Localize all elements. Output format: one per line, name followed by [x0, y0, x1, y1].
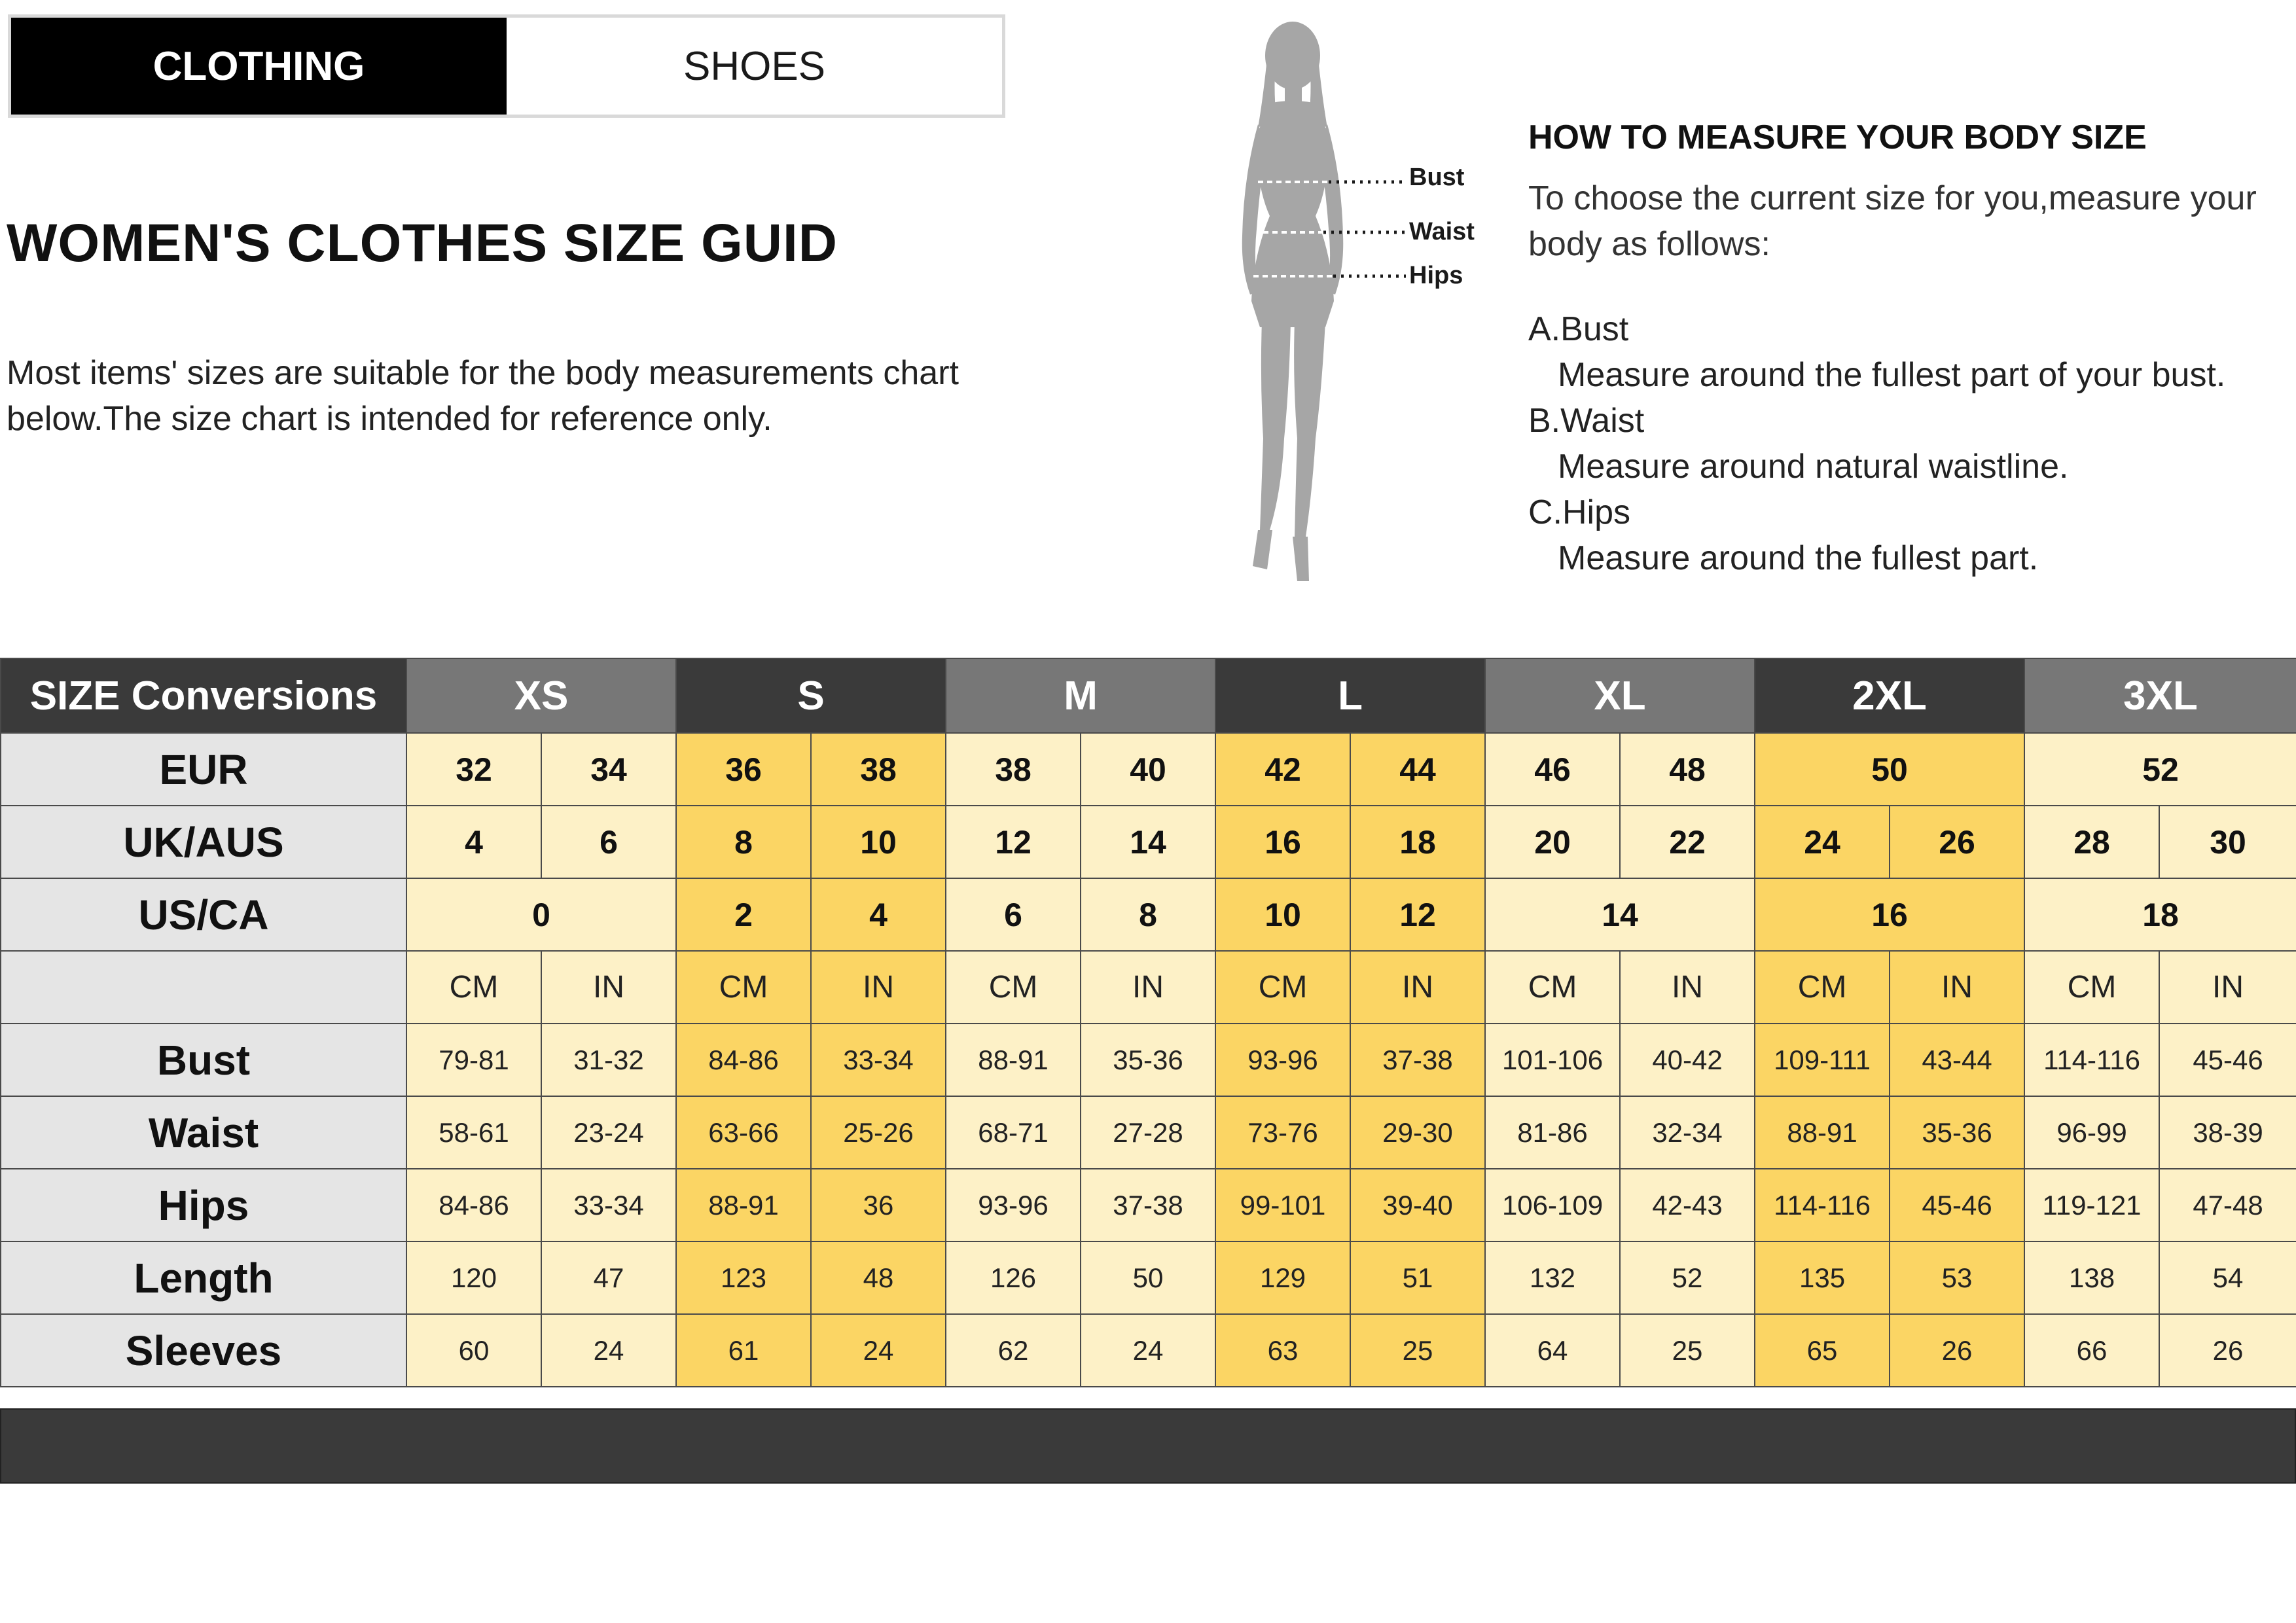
table-cell: 33-34: [811, 1024, 946, 1096]
table-cell: 37-38: [1350, 1024, 1485, 1096]
size-conversion-table: [0, 658, 2296, 1387]
table-cell: 46: [1485, 733, 1620, 806]
measure-waist-desc: Measure around natural waistline.: [1558, 448, 2069, 486]
table-cell: 27-28: [1081, 1096, 1215, 1169]
table-cell: 18: [2024, 878, 2296, 951]
table-cell: 54: [2159, 1241, 2296, 1314]
table-cell: 66: [2024, 1314, 2159, 1387]
unit-cm: CM: [946, 951, 1081, 1024]
table-cell: 61: [676, 1314, 811, 1387]
row-label-bust: Bust: [1, 1024, 406, 1096]
table-cell: 12: [1350, 878, 1485, 951]
table-cell: 123: [676, 1241, 811, 1314]
table-cell: 43-44: [1890, 1024, 2024, 1096]
unit-in: IN: [1620, 951, 1755, 1024]
table-cell: 6: [541, 806, 676, 878]
table-cell: 35-36: [1890, 1096, 2024, 1169]
woman-silhouette-icon: [1224, 20, 1486, 596]
measure-bust-label: A.Bust: [1528, 310, 1629, 348]
table-cell: 38: [946, 733, 1081, 806]
measure-hips-desc: Measure around the fullest part.: [1558, 539, 2039, 577]
corner-label: SIZE Conversions: [1, 658, 406, 733]
table-cell: 48: [811, 1241, 946, 1314]
tab-clothing[interactable]: CLOTHING: [11, 18, 507, 115]
table-cell: 38: [811, 733, 946, 806]
table-cell: 52: [1620, 1241, 1755, 1314]
table-cell: 40-42: [1620, 1024, 1755, 1096]
table-row-eur: [1, 733, 2296, 806]
row-label-eur: EUR: [1, 733, 406, 806]
tab-shoes[interactable]: SHOES: [507, 18, 1002, 115]
table-cell: 24: [1755, 806, 1890, 878]
table-row-sleeves: [1, 1314, 2296, 1387]
table-cell: 44: [1350, 733, 1485, 806]
table-cell: 48: [1620, 733, 1755, 806]
table-cell: 135: [1755, 1241, 1890, 1314]
table-cell: 16: [1755, 878, 2024, 951]
size-header-2xl: 2XL: [1755, 658, 2024, 733]
row-label-units: [1, 951, 406, 1024]
table-cell: 96-99: [2024, 1096, 2159, 1169]
table-cell: 4: [811, 878, 946, 951]
table-cell: 28: [2024, 806, 2159, 878]
table-cell: 18: [1350, 806, 1485, 878]
table-row-length: [1, 1241, 2296, 1314]
row-label-sleeves: Sleeves: [1, 1314, 406, 1387]
table-cell: 50: [1755, 733, 2024, 806]
table-cell: 62: [946, 1314, 1081, 1387]
size-header-row: [1, 658, 2296, 733]
table-row-usca: [1, 878, 2296, 951]
size-header-xl: XL: [1485, 658, 1755, 733]
table-cell: 99-101: [1215, 1169, 1350, 1241]
unit-cm: CM: [1485, 951, 1620, 1024]
table-cell: 36: [811, 1169, 946, 1241]
table-cell: 23-24: [541, 1096, 676, 1169]
unit-in: IN: [811, 951, 946, 1024]
table-cell: 2: [676, 878, 811, 951]
row-label-hips: Hips: [1, 1169, 406, 1241]
table-cell: 25: [1620, 1314, 1755, 1387]
table-cell: 79-81: [406, 1024, 541, 1096]
table-cell: 34: [541, 733, 676, 806]
size-header-l: L: [1215, 658, 1485, 733]
table-cell: 84-86: [406, 1169, 541, 1241]
table-cell: 32-34: [1620, 1096, 1755, 1169]
table-cell: 65: [1755, 1314, 1890, 1387]
table-cell: 26: [1890, 1314, 2024, 1387]
table-cell: 25: [1350, 1314, 1485, 1387]
figure-label-waist: Waist: [1409, 218, 1475, 245]
table-cell: 93-96: [1215, 1024, 1350, 1096]
table-cell: 16: [1215, 806, 1350, 878]
table-cell: 63: [1215, 1314, 1350, 1387]
table-cell: 120: [406, 1241, 541, 1314]
how-intro: To choose the current size for you,measure your body as follows:: [1528, 179, 2257, 263]
table-cell: 26: [1890, 806, 2024, 878]
intro-text: Most items' sizes are suitable for the body measurements chart below.The size chart is intended for reference only.: [7, 354, 959, 438]
table-cell: 36: [676, 733, 811, 806]
unit-in: IN: [541, 951, 676, 1024]
table-cell: 52: [2024, 733, 2296, 806]
table-cell: 63-66: [676, 1096, 811, 1169]
table-cell: 106-109: [1485, 1169, 1620, 1241]
table-cell: 101-106: [1485, 1024, 1620, 1096]
table-cell: 31-32: [541, 1024, 676, 1096]
table-cell: 24: [1081, 1314, 1215, 1387]
table-cell: 114-116: [1755, 1169, 1890, 1241]
table-cell: 88-91: [1755, 1096, 1890, 1169]
table-cell: 88-91: [676, 1169, 811, 1241]
table-cell: 22: [1620, 806, 1755, 878]
table-cell: 30: [2159, 806, 2296, 878]
size-header-3xl: 3XL: [2024, 658, 2296, 733]
table-cell: 32: [406, 733, 541, 806]
table-row-hips: [1, 1169, 2296, 1241]
table-cell: 38-39: [2159, 1096, 2296, 1169]
size-header-m: M: [946, 658, 1215, 733]
table-cell: 37-38: [1081, 1169, 1215, 1241]
table-cell: 14: [1485, 878, 1755, 951]
table-cell: 42-43: [1620, 1169, 1755, 1241]
figure-label-bust: Bust: [1409, 164, 1465, 191]
body-measurement-figure: [1224, 20, 1486, 596]
table-cell: 93-96: [946, 1169, 1081, 1241]
figure-label-hips: Hips: [1409, 262, 1463, 289]
unit-cm: CM: [676, 951, 811, 1024]
row-label-length: Length: [1, 1241, 406, 1314]
unit-in: IN: [1350, 951, 1485, 1024]
measure-waist-label: B.Waist: [1528, 402, 1645, 440]
table-cell: 53: [1890, 1241, 2024, 1314]
table-footer-bar: [0, 1408, 2296, 1484]
table-cell: 58-61: [406, 1096, 541, 1169]
table-cell: 24: [541, 1314, 676, 1387]
table-cell: 84-86: [676, 1024, 811, 1096]
table-cell: 33-34: [541, 1169, 676, 1241]
table-cell: 25-26: [811, 1096, 946, 1169]
table-cell: 88-91: [946, 1024, 1081, 1096]
table-cell: 64: [1485, 1314, 1620, 1387]
table-cell: 6: [946, 878, 1081, 951]
table-cell: 68-71: [946, 1096, 1081, 1169]
table-cell: 35-36: [1081, 1024, 1215, 1096]
table-cell: 24: [811, 1314, 946, 1387]
table-cell: 51: [1350, 1241, 1485, 1314]
table-cell: 119-121: [2024, 1169, 2159, 1241]
table-cell: 26: [2159, 1314, 2296, 1387]
row-label-ukaus: UK/AUS: [1, 806, 406, 878]
how-to-measure: [1528, 118, 2287, 581]
measure-hips-label: C.Hips: [1528, 493, 1631, 531]
table-cell: 109-111: [1755, 1024, 1890, 1096]
how-heading: HOW TO MEASURE YOUR BODY SIZE: [1528, 118, 2147, 156]
unit-cm: CM: [2024, 951, 2159, 1024]
unit-cm: CM: [406, 951, 541, 1024]
size-header-xs: XS: [406, 658, 676, 733]
unit-in: IN: [2159, 951, 2296, 1024]
table-cell: 132: [1485, 1241, 1620, 1314]
table-cell: 4: [406, 806, 541, 878]
table-cell: 10: [811, 806, 946, 878]
table-row-ukaus: [1, 806, 2296, 878]
table-cell: 45-46: [1890, 1169, 2024, 1241]
table-cell: 138: [2024, 1241, 2159, 1314]
unit-cm: CM: [1215, 951, 1350, 1024]
size-header-s: S: [676, 658, 946, 733]
table-row-bust: [1, 1024, 2296, 1096]
table-cell: 12: [946, 806, 1081, 878]
table-cell: 29-30: [1350, 1096, 1485, 1169]
size-tabs: [8, 14, 1005, 118]
table-cell: 40: [1081, 733, 1215, 806]
table-cell: 114-116: [2024, 1024, 2159, 1096]
table-row-units: [1, 951, 2296, 1024]
table-cell: 81-86: [1485, 1096, 1620, 1169]
unit-in: IN: [1890, 951, 2024, 1024]
table-cell: 47: [541, 1241, 676, 1314]
unit-cm: CM: [1755, 951, 1890, 1024]
table-cell: 126: [946, 1241, 1081, 1314]
table-cell: 8: [676, 806, 811, 878]
page-title: WOMEN'S CLOTHES SIZE GUID: [7, 213, 838, 273]
table-cell: 60: [406, 1314, 541, 1387]
measure-bust-desc: Measure around the fullest part of your bust.: [1558, 356, 2226, 394]
row-label-usca: US/CA: [1, 878, 406, 951]
table-cell: 45-46: [2159, 1024, 2296, 1096]
table-cell: 129: [1215, 1241, 1350, 1314]
table-cell: 10: [1215, 878, 1350, 951]
table-cell: 50: [1081, 1241, 1215, 1314]
table-row-waist: [1, 1096, 2296, 1169]
table-cell: 47-48: [2159, 1169, 2296, 1241]
table-cell: 73-76: [1215, 1096, 1350, 1169]
table-cell: 20: [1485, 806, 1620, 878]
table-cell: 39-40: [1350, 1169, 1485, 1241]
table-cell: 8: [1081, 878, 1215, 951]
unit-in: IN: [1081, 951, 1215, 1024]
table-cell: 0: [406, 878, 676, 951]
table-cell: 14: [1081, 806, 1215, 878]
row-label-waist: Waist: [1, 1096, 406, 1169]
table-cell: 42: [1215, 733, 1350, 806]
